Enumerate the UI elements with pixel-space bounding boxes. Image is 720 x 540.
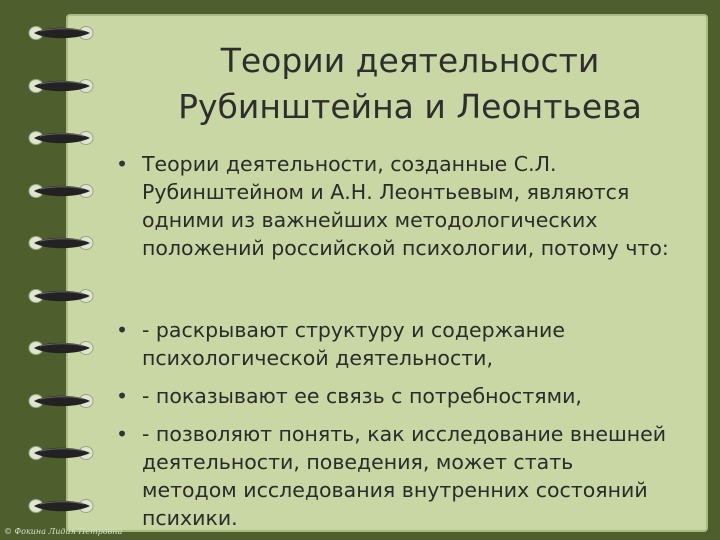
title-line-1: Теории деятельности <box>220 41 600 80</box>
bullet-item: • - позволяют понять, как исследование внешней деятельности, поведения, может стать методом исследования внутренних состояний психики. <box>110 420 670 532</box>
title-line-2: Рубинштейна и Леонтьева <box>178 87 642 126</box>
spiral-binding-ring-icon <box>26 183 104 199</box>
spiral-binding-ring-icon <box>26 445 104 461</box>
bullet-item: • - показывают ее связь с потребностями, <box>110 382 670 410</box>
spiral-binding-ring-icon <box>26 235 104 251</box>
spiral-binding-ring-icon <box>26 288 104 304</box>
bullet-item: • Теории деятельности, созданные С.Л. Рубинштейном и А.Н. Леонтьевым, являются одними из важнейших методологических положений российской психологии, потому что: <box>110 150 670 262</box>
spiral-binding-ring-icon <box>26 393 104 409</box>
spiral-binding-ring-icon <box>26 130 104 146</box>
spiral-binding-ring-icon <box>26 498 104 514</box>
copyright-note: © Фокина Лидия Петровна <box>4 527 123 536</box>
spiral-binding-ring-icon <box>26 340 104 356</box>
slide-title <box>120 38 700 130</box>
bullet-item: • - раскрывают структуру и содержание психологической деятельности, <box>110 316 670 372</box>
spiral-binding-ring-icon <box>26 78 104 94</box>
spiral-binding-ring-icon <box>26 25 104 41</box>
